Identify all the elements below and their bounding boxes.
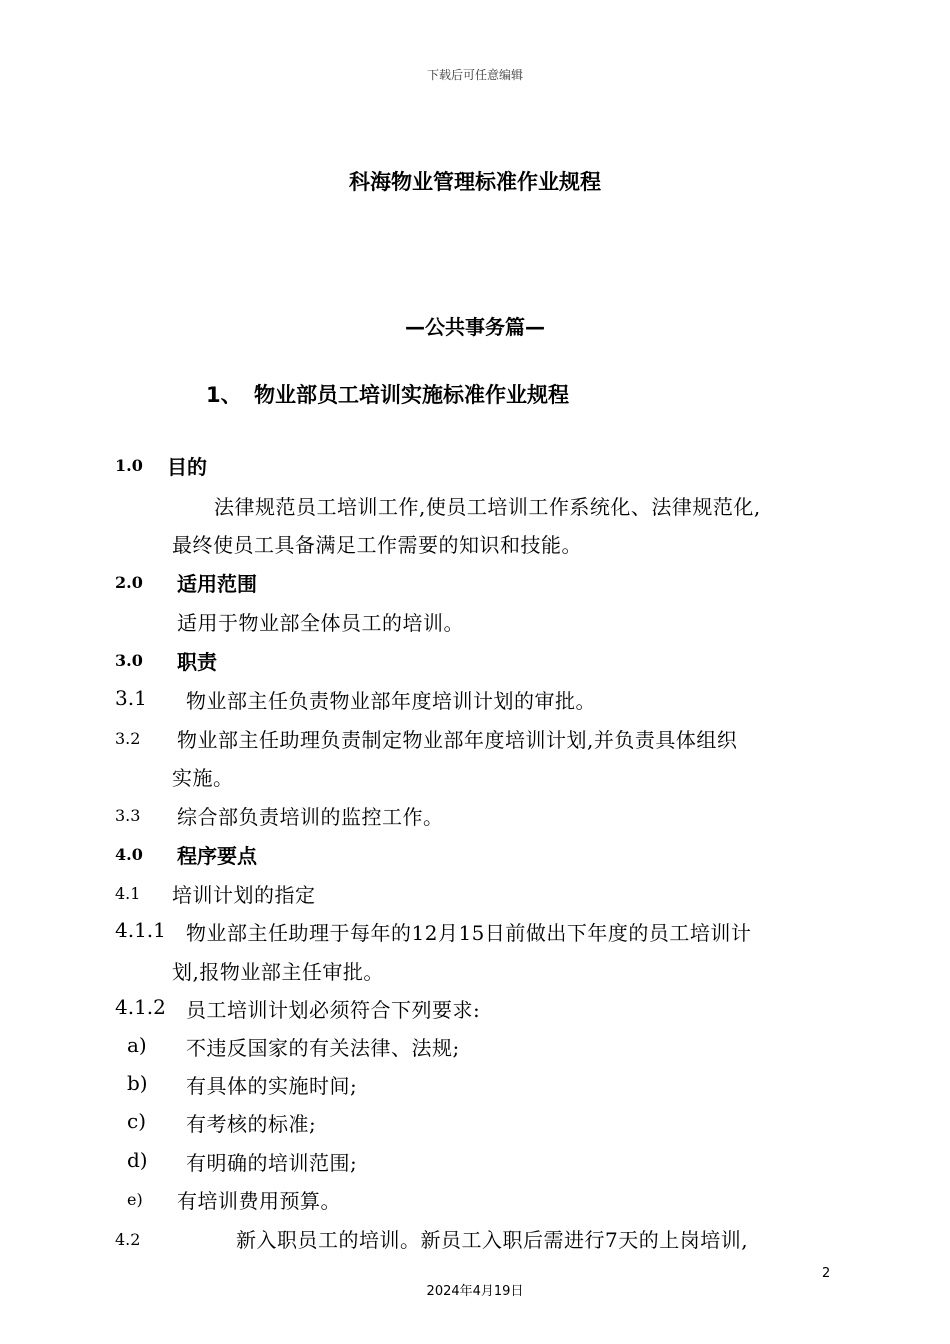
section-title: 物业部员工培训实施标准作业规程 xyxy=(254,383,569,407)
section-4-number: 4.0 xyxy=(115,845,143,864)
document-subtitle: —公共事务篇— xyxy=(405,315,545,339)
item-3-3-number: 3.3 xyxy=(115,806,141,825)
section-2-heading: 适用范围 xyxy=(177,572,257,596)
requirement-text: 有培训费用预算。 xyxy=(177,1189,341,1213)
section-1-text-line-2: 最终使员工具备满足工作需要的知识和技能。 xyxy=(172,533,582,557)
section-1-number: 1.0 xyxy=(115,456,143,475)
item-4-2-text: 新入职员工的培训。新员工入职后需进行7天的上岗培训, xyxy=(236,1228,749,1252)
item-3-2-text-line-1: 物业部主任助理负责制定物业部年度培训计划,并负责具体组织 xyxy=(177,728,738,752)
page-number: 2 xyxy=(822,1266,831,1281)
item-4-2-number: 4.2 xyxy=(115,1230,141,1249)
section-2-text: 适用于物业部全体员工的培训。 xyxy=(177,611,464,635)
item-4-1-1-number: 4.1.1 xyxy=(115,918,166,942)
requirement-text: 有具体的实施时间; xyxy=(186,1074,358,1098)
section-4-heading: 程序要点 xyxy=(177,844,257,868)
page-header: 下载后可任意编辑 xyxy=(426,68,523,82)
section-1-heading: 目的 xyxy=(167,455,207,479)
item-3-2-text-line-2: 实施。 xyxy=(172,766,234,790)
document-title: 科海物业管理标准作业规程 xyxy=(349,170,601,194)
section-1-text-line-1: 法律规范员工培训工作,使员工培训工作系统化、法律规范化, xyxy=(214,495,761,519)
requirement-label: d) xyxy=(127,1148,148,1172)
section-number: 1、 xyxy=(206,383,242,407)
item-3-2-number: 3.2 xyxy=(115,729,141,748)
item-4-1-text: 培训计划的指定 xyxy=(172,883,316,907)
item-4-1-2-text: 员工培训计划必须符合下列要求: xyxy=(186,998,481,1022)
page-footer-date: 2024年4月19日 xyxy=(426,1284,524,1299)
item-4-1-2-number: 4.1.2 xyxy=(115,995,166,1019)
requirement-label: a) xyxy=(127,1033,147,1057)
section-3-heading: 职责 xyxy=(177,650,217,674)
section-2-number: 2.0 xyxy=(115,573,143,592)
item-3-3-text: 综合部负责培训的监控工作。 xyxy=(177,805,444,829)
requirement-label: b) xyxy=(127,1071,148,1095)
requirement-label: c) xyxy=(127,1109,147,1133)
item-4-1-number: 4.1 xyxy=(115,884,141,903)
item-3-1-text: 物业部主任负责物业部年度培训计划的审批。 xyxy=(186,689,596,713)
item-4-1-1-text-line-2: 划,报物业部主任审批。 xyxy=(172,960,384,984)
requirement-label: e) xyxy=(127,1190,143,1209)
section-3-number: 3.0 xyxy=(115,651,143,670)
requirement-text: 不违反国家的有关法律、法规; xyxy=(186,1036,460,1060)
requirement-text: 有明确的培训范围; xyxy=(186,1151,358,1175)
requirement-text: 有考核的标准; xyxy=(186,1112,317,1136)
item-3-1-number: 3.1 xyxy=(115,686,147,710)
item-4-1-1-text-line-1: 物业部主任助理于每年的12月15日前做出下年度的员工培训计 xyxy=(186,921,752,945)
